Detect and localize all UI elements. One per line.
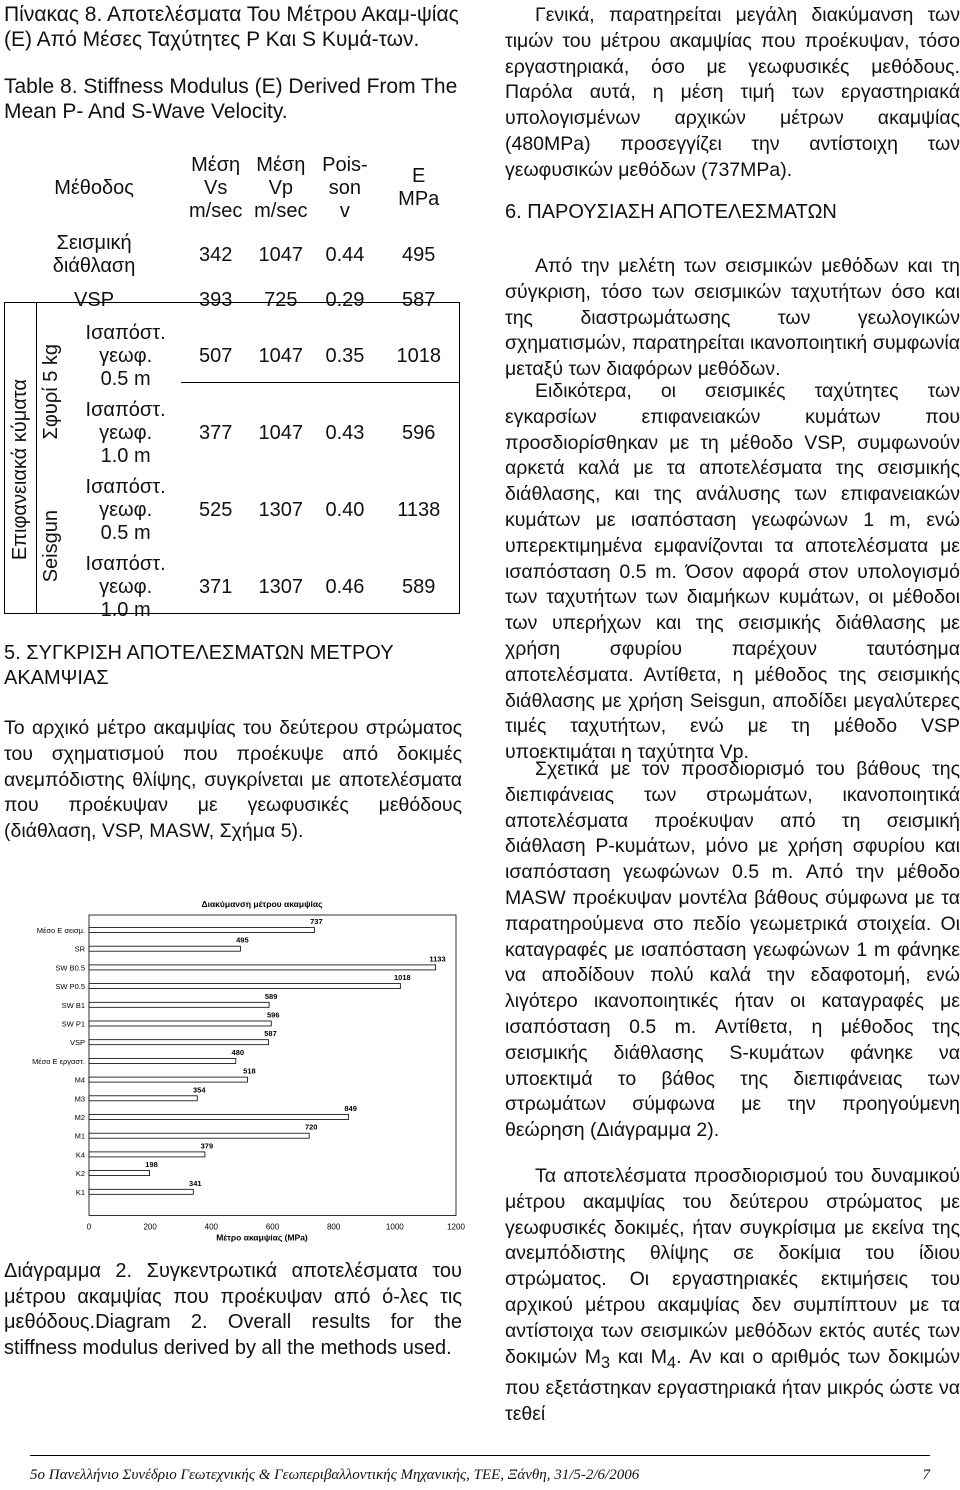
- page-number: 7: [922, 1467, 930, 1483]
- data-label: 1018: [393, 973, 411, 983]
- section5-paragraph: Το αρχικό μέτρο ακαμψίας του δεύτερου στρώματος του σχηματισμού που προέκυψε από δοκιμές ανεμπόδιστης θλίψης, συγκρίνεται με αποτελέσματα που προέκυψαν με γεωφυσικές μεθόδους (διάθλαση, VSP, MASW, Σχήμα 5).: [4, 717, 462, 843]
- data-label: 518: [243, 1066, 256, 1076]
- row-method: Ισαπόστ. γεωφ. 1.0 m: [85, 399, 166, 467]
- bar: [89, 946, 240, 951]
- group-hammer: Σφυρί 5 kg: [40, 344, 63, 440]
- cell-vs: 342: [198, 243, 233, 266]
- table-caption-greek: Πίνακας 8. Αποτελέσματα Του Μέτρου Ακαμ-ψίας (Ε) Από Μέσες Ταχύτητες P Και S Κυμά-των.: [4, 3, 459, 51]
- category-label: M4: [74, 1075, 85, 1085]
- category-label: M2: [74, 1113, 85, 1122]
- category-label: M3: [74, 1094, 85, 1104]
- cell-vp: 1047: [258, 243, 304, 266]
- section6-heading: 6. ΠΑΡΟΥΣΙΑΣΗ ΑΠΟΤΕΛΕΣΜΑΤΩΝ: [505, 201, 837, 223]
- diagram-caption: Διάγραμμα 2. Συγκεντρωτικά αποτελέσματα του μέτρου ακαμψίας που προέκυψαν από ό-λες τις μεθόδους.Diagram 2. Overall results for the stiffness modulus derived by all the methods used.: [4, 1260, 462, 1359]
- data-label: 354: [193, 1085, 206, 1095]
- cell-vp: 1307: [258, 499, 304, 521]
- cell-v: 0.40: [325, 499, 365, 521]
- table-row: [4, 395, 462, 472]
- header-poisson: Pois- son v: [322, 153, 368, 222]
- bar: [89, 1002, 269, 1007]
- row-method: Ισαπόστ. γεωφ. 1.0 m: [85, 553, 166, 621]
- cell-vp: 1307: [258, 576, 304, 598]
- cell-e: 1138: [397, 499, 441, 521]
- x-tick-label: 200: [143, 1222, 157, 1232]
- table-row: [4, 318, 462, 395]
- cell-e: 589: [402, 576, 436, 598]
- bar: [89, 1189, 193, 1194]
- data-label: 198: [145, 1160, 158, 1170]
- table-header-row: [4, 148, 462, 228]
- row-method: Ισαπόστ. γεωφ. 0.5 m: [85, 476, 166, 544]
- section5-heading: 5. ΣΥΓΚΡΙΣΗ ΑΠΟΤΕΛΕΣΜΑΤΩΝ ΜΕΤΡΟΥ ΑΚΑΜΨΙΑΣ: [4, 642, 394, 689]
- category-label: K4: [75, 1150, 85, 1160]
- header-method: Μέθοδος: [54, 176, 134, 199]
- category-label: K2: [75, 1169, 85, 1179]
- data-label: 379: [200, 1141, 214, 1151]
- bar: [89, 1077, 247, 1082]
- bar: [89, 1115, 349, 1120]
- x-axis-label: Μέτρο ακαμψίας (MPa): [216, 1232, 308, 1243]
- category-label: SW B0.5: [55, 963, 85, 973]
- cell-v: 0.35: [325, 345, 365, 367]
- group-seisgun: Seisgun: [40, 509, 63, 583]
- data-label: 720: [304, 1122, 318, 1132]
- data-label: 1133: [429, 954, 446, 964]
- footer-rule: [30, 1455, 930, 1456]
- cell-vs: 393: [198, 288, 233, 311]
- paragraph-stiffness: Τα αποτελέσματα προσδιορισμού του δυναμικού μέτρου ακαμψίας του δεύτερου στρώματος με γεωφυσικές δοκιμές, ήταν συγκρίσιμα με εκείνα της ανεμπόδιστης θλίψης σε δοκίμια του ίδιου στρώματος. Οι εργαστηριακές εκτιμήσεις του αρχικού μέτρου ακαμψίας δεν συμπίπτουν με τα αντίστοιχα των σεισμικών μεθόδων εκτός αυτές των δοκιμών $M_3$ και $M_4$. Αν και ο αριθμός των δοκιμών που εξετάστηκαν εργαστηριακά ήταν μικρός ώστε να τεθεί: [505, 1165, 960, 1426]
- bar: [89, 1058, 236, 1063]
- cell-v: 0.46: [325, 576, 365, 598]
- header-vs: Μέση Vs m/sec: [189, 153, 243, 222]
- cell-v: 0.29: [325, 288, 365, 311]
- paragraph-general: Γενικά, παρατηρείται μεγάλη διακύμανση των τιμών του μέτρου ακαμψίας που προέκυψαν, τόσο εργαστηριακά, όσο με γεωφυσικές μεθόδους. Παρόλα αυτά, η μέση τιμή των εργαστηριακά υπολογισμένων αρχικών μέτρων ακαμψίας (480MPa) προσεγγίζει την αντίστοιχη των γεωφυσικών μεθόδων (737MPa).: [505, 4, 960, 181]
- table-row: [4, 228, 462, 282]
- cell-v: 0.44: [325, 243, 365, 266]
- data-label: 596: [267, 1010, 280, 1020]
- data-label: 737: [310, 917, 323, 926]
- cell-vp: 725: [264, 288, 298, 311]
- chart-svg: [4, 893, 465, 1243]
- category-label: SW B1: [61, 1000, 85, 1010]
- cell-e: 1018: [396, 345, 441, 367]
- bar: [89, 984, 400, 989]
- table-row: [4, 549, 462, 626]
- header-vp: Μέση Vp m/sec: [254, 153, 308, 222]
- cell-e: 596: [402, 422, 436, 444]
- cell-e: 495: [402, 243, 436, 266]
- paragraph-depth: Σχετικά με τον προσδιορισμό του βάθους της διεπιφάνειας των στρωμάτων, ικανοποιητικά αποτελέσματα προέκυψαν από τη σεισμική διάθλαση P-κυμάτων, μόνο με χρήση σφυρίου και ισαπόσταση γεωφώνων 0.5 m. Από την μέθοδο MASW προέκυψαν μοντέλα βάθους σύμφωνα με τα παρατηρούμενα στο πεδίο γεωμετρικά στοιχεία. Οι καταγραφές με ισαπόσταση γεωφώνων 1 m φάνηκε να αποδίδουν πολύ καλά την εδαφοτομή, ενώ λιγότερο ικανοποιητικές ήταν οι καταγραφές με ισαπόσταση 0.5 m. Αντίθετα, η μέθοδος της σεισμικής διάθλασης S-κυμάτων φάνηκε να υποεκτιμά το βάθος της διεπιφάνειας των στρωμάτων σύμφωνα με την προηγούμενη θεώρηση (Διάγραμμα 2).: [505, 758, 960, 1142]
- x-tick-label: 400: [204, 1222, 219, 1232]
- paragraph-velocities: Ειδικότερα, οι σεισμικές ταχύτητες των εγκαρσίων επιφανειακών κυμάτων που προσδιορίσθηκαν με τη μέθοδο VSP, συμφωνούν αρκετά καλά με τα αποτελέσματα της σεισμικής διάθλασης, και της ανάλυσης των επιφανειακών κυμάτων με ισαπόσταση γεωφώνων 1 m, ενώ υπερεκτιμημένα εμφανίζονται τα αποτελέσματα με ισαπόσταση 0.5 m. Όσον αφορά στον υπολογισμό των ταχυτήτων των διαμήκων κυμάτων, οι μέθοδοι των υπερήχων και της σεισμικής διάθλασης με χρήση σφυρίου παρέχουν ταυτόσημα αποτελέσματα. Αντίθετα, η μέθοδος της σεισμικής διάθλασης με χρήση Seisgun, αποδίδει μεγαλύτερες τιμές ταχυτήτων, ενώ με τη μέθοδο VSP υποεκτιμάται η ταχύτητα Vp.: [505, 380, 960, 764]
- category-label: K1: [75, 1187, 85, 1197]
- bar: [89, 1021, 271, 1026]
- data-label: 495: [236, 935, 249, 945]
- header-e: E MPa: [398, 165, 440, 210]
- x-tick-label: 600: [265, 1222, 280, 1232]
- category-label: Μέσο Ε εργαστ.: [32, 1056, 85, 1066]
- row-divider: [181, 382, 460, 383]
- x-tick-label: 1200: [447, 1222, 465, 1232]
- cell-vp: 1047: [258, 422, 304, 444]
- row-method: VSP: [74, 288, 115, 311]
- bar: [89, 1152, 205, 1157]
- cell-vs: 371: [198, 576, 233, 598]
- stiffness-bar-chart: [4, 893, 465, 1243]
- category-label: SR: [74, 944, 85, 954]
- cell-vp: 1047: [258, 345, 304, 367]
- bar: [89, 1040, 269, 1045]
- data-label: 587: [264, 1029, 277, 1039]
- bar: [89, 1171, 150, 1176]
- row-method: Σεισμική διάθλαση: [52, 232, 136, 277]
- bar: [89, 1096, 197, 1101]
- stiffness-table: [4, 148, 462, 626]
- group-divider: [36, 302, 37, 614]
- cell-vs: 377: [198, 422, 233, 444]
- category-label: M1: [74, 1131, 85, 1141]
- data-label: 849: [344, 1104, 357, 1113]
- category-label: SW P0.5: [55, 982, 85, 992]
- category-label: SW P1: [61, 1019, 85, 1029]
- cell-e: 587: [402, 288, 436, 311]
- x-tick-label: 800: [326, 1222, 341, 1232]
- cell-vs: 525: [198, 499, 233, 521]
- data-label: 480: [231, 1047, 245, 1057]
- bar: [89, 965, 436, 970]
- row-method: Ισαπόστ. γεωφ. 0.5 m: [85, 322, 166, 390]
- category-label: VSP: [69, 1038, 85, 1048]
- table-row: [4, 282, 462, 318]
- cell-vs: 507: [198, 345, 233, 367]
- paragraph-methods: Από την μελέτη των σεισμικών μεθόδων και τη σύγκριση, τόσο των σεισμικών ταχυτήτων όσο και της διαστρωμάτωσης των γεωλογικών σχηματισμών, παρατηρείται ικανοποιητική συμφωνία μεταξύ των διαφόρων μεθόδων.: [505, 255, 960, 381]
- cell-v: 0.43: [325, 422, 365, 444]
- bar: [89, 928, 314, 933]
- bar: [89, 1133, 309, 1138]
- x-tick-label: 0: [86, 1222, 92, 1232]
- table-caption-english: Table 8. Stiffness Modulus (E) Derived From The Mean P- And S-Wave Velocity.: [4, 75, 458, 123]
- footer-text: 5ο Πανελλήνιο Συνέδριο Γεωτεχνικής & Γεωπεριβαλλοντικής Μηχανικής, ΤΕΕ, Ξάνθη, 31/5-2/6/2006: [30, 1467, 640, 1483]
- table-row: [4, 472, 462, 549]
- group-surface-waves-label: Επιφανειακά κύματα: [8, 379, 31, 561]
- data-label: 341: [189, 1178, 202, 1188]
- data-label: 589: [264, 991, 278, 1001]
- chart-title: Διακύμανση μέτρου ακαμψίας: [201, 899, 323, 909]
- x-tick-label: 1000: [385, 1222, 404, 1232]
- category-label: Μέσο Ε σεισμ.: [36, 926, 85, 935]
